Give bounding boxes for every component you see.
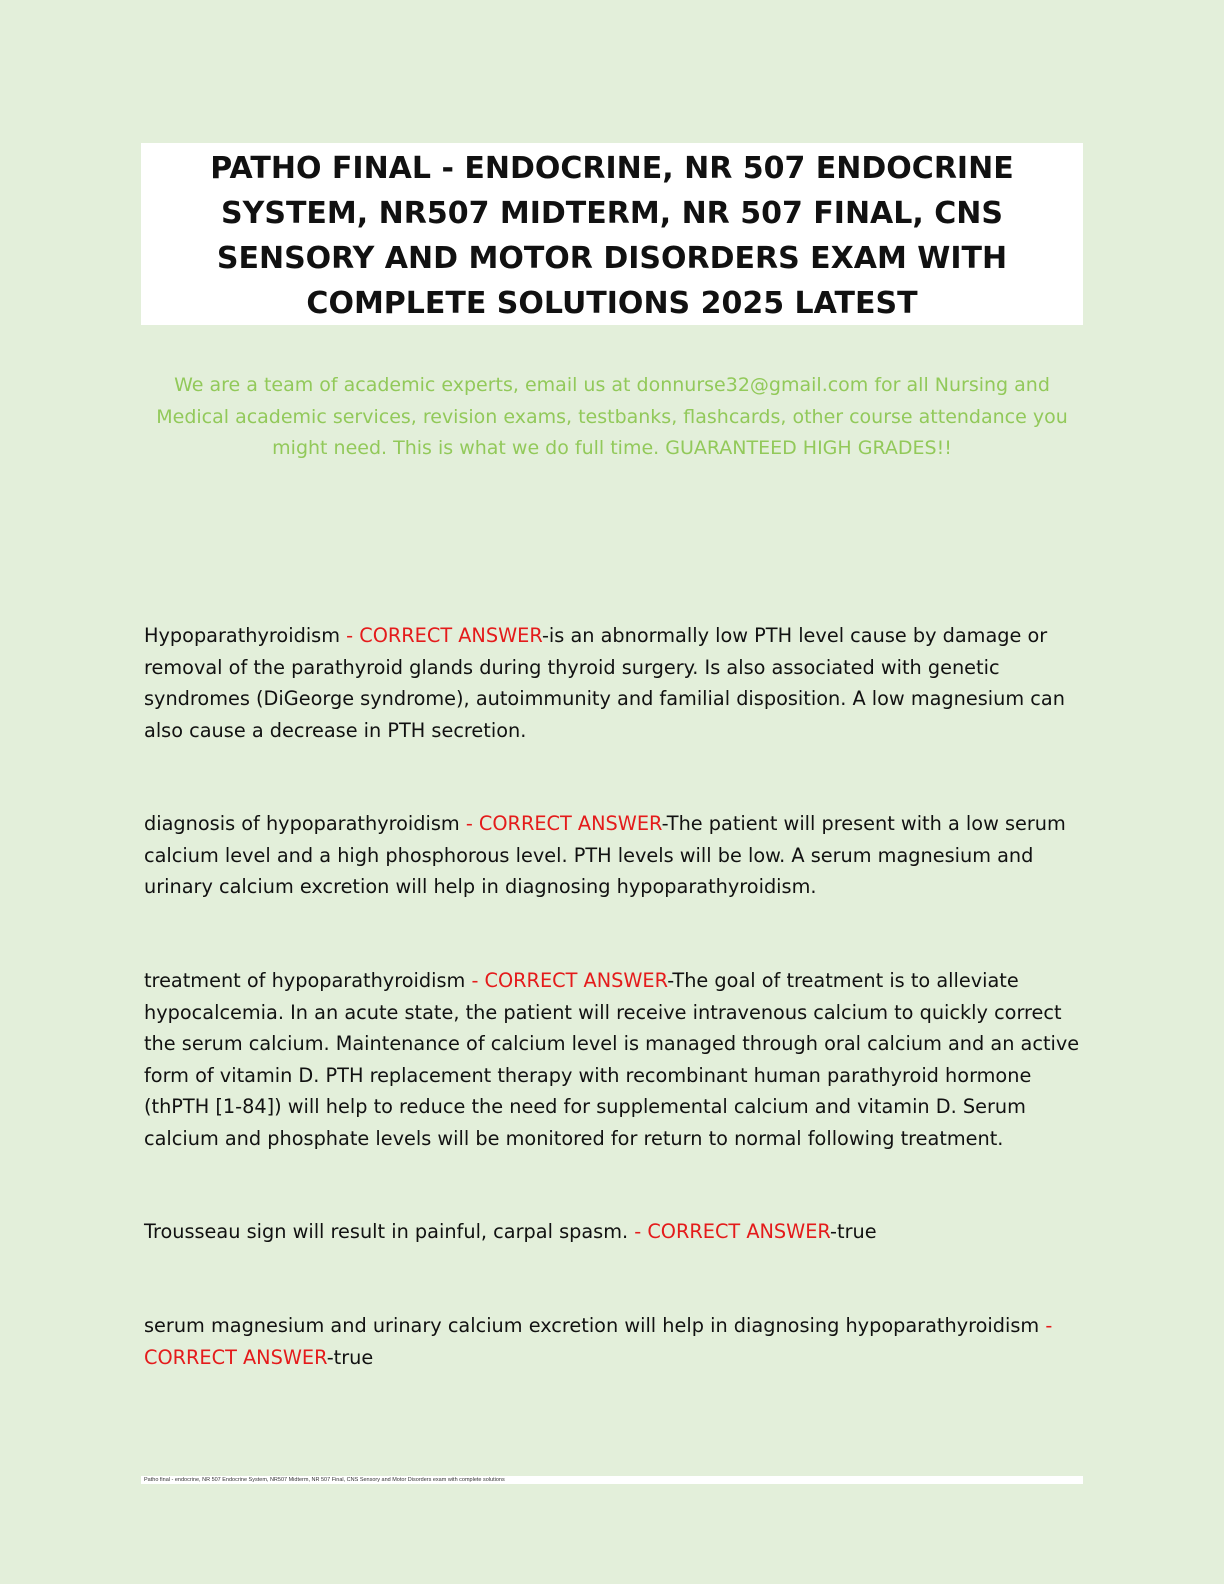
qa-term: Trousseau sign will result in painful, carpal spasm. (144, 1220, 635, 1243)
qa-term: diagnosis of hypoparathyroidism (144, 812, 466, 835)
promo-text: We are a team of academic experts, email us at donnurse32@gmail.com for all Nursing and Medical academic services, revision exams, testbanks, flashcards, other course attendance you might need. This is what we do full time. GUARANTEED HIGH GRADES!! (156, 374, 1068, 459)
qa-answer: -true (830, 1220, 877, 1243)
title-box (141, 143, 1083, 325)
qa-item-serum-magnesium (144, 1310, 1089, 1373)
correct-answer-label: - CORRECT ANSWER (471, 969, 668, 992)
footer-text: Patho final - endocrine, NR 507 Endocrine System, NR507 Midterm, NR 507 Final, CNS Sensory and Motor Disorders exam with complete solutions (144, 1477, 505, 1483)
correct-answer-label: - CORRECT ANSWER (346, 624, 542, 647)
qa-item-diagnosis (144, 808, 1089, 903)
correct-answer-label: - CORRECT ANSWER (144, 1314, 1053, 1369)
qa-term: serum magnesium and urinary calcium excretion will help in diagnosing hypoparathyroidism (144, 1314, 1046, 1337)
correct-answer-label: - CORRECT ANSWER (634, 1220, 831, 1243)
qa-item-hypoparathyroidism (144, 620, 1089, 746)
document-title: PATHO FINAL - ENDOCRINE, NR 507 ENDOCRINE SYSTEM, NR507 MIDTERM, NR 507 FINAL, CNS SENSORY AND MOTOR DISORDERS EXAM WITH COMPLETE SOLUTIONS 2025 LATEST (210, 151, 1014, 321)
qa-answer: -true (326, 1345, 374, 1369)
qa-answer: -is an abnormally low PTH level cause by damage or removal of the parathyroid glands during thyroid surgery. Is also associated with genetic syndromes (DiGeorge syndrome), autoimmunity and familial disposition. A low magnesium can also cause a decrease in PTH secretion. (144, 624, 1065, 742)
qa-answer: -The patient will present with a low serum calcium level and a high phosphorous level. PTH levels will be low. A serum magnesium and urinary calcium excretion will help in diagnosing hypoparathyroidism. (144, 812, 1066, 899)
correct-answer-label: - CORRECT ANSWER (465, 812, 662, 835)
qa-item-treatment (144, 965, 1089, 1155)
qa-item-trousseau (144, 1216, 1089, 1248)
qa-term: treatment of hypoparathyroidism (144, 969, 472, 992)
qa-term: Hypoparathyroidism (144, 624, 347, 647)
qa-answer: -The goal of treatment is to alleviate hypocalcemia. In an acute state, the patient will receive intravenous calcium to quickly correct the serum calcium. Maintenance of calcium level is managed through oral calcium and an active form of vitamin D. PTH replacement therapy with recombinant human parathyroid hormone (thPTH [1-84]) will help to reduce the need for supplemental calcium and vitamin D. Serum calcium and phosphate levels will be monitored for return to normal following treatment. (144, 969, 1080, 1150)
